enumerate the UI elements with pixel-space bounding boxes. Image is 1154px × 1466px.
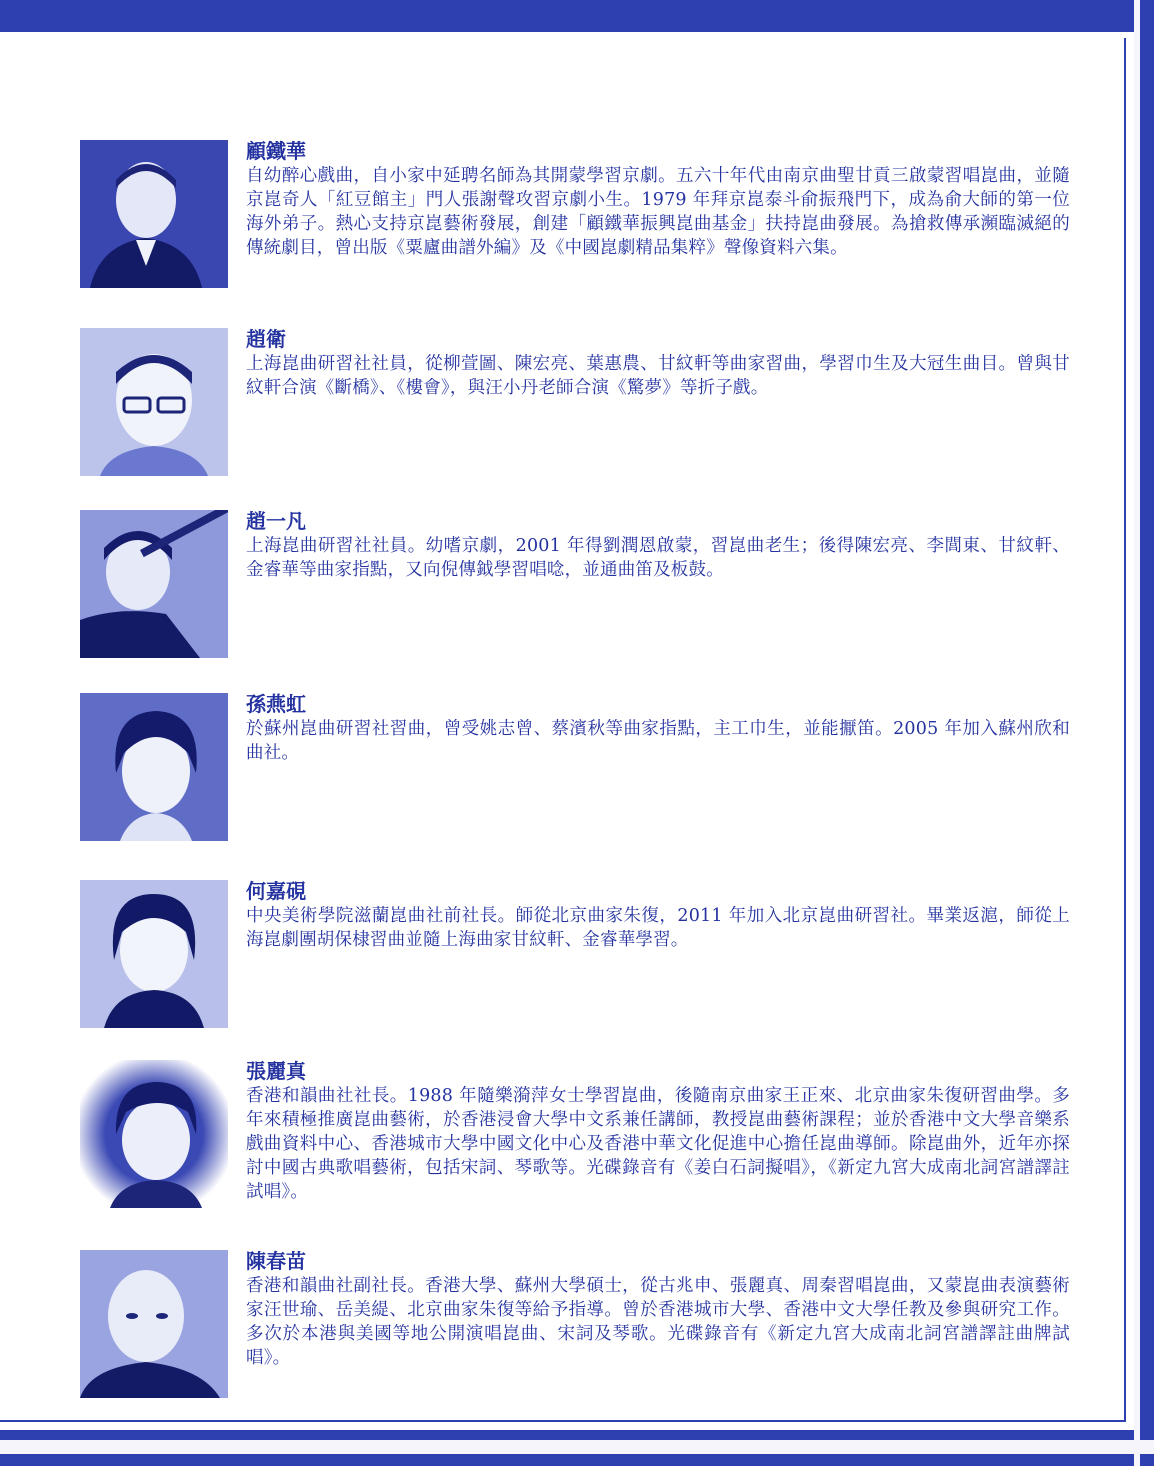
right-border-gap bbox=[1134, 0, 1140, 1466]
woman-portrait-icon bbox=[80, 693, 228, 841]
person-name: 趙衛 bbox=[246, 327, 286, 351]
person-bio: 香港和韻曲社社長。1988 年隨樂漪萍女士學習崑曲，後隨南京曲家王正來、北京曲家朱復研習曲學。多年來積極推廣崑曲藝術，於香港浸會大學中文系兼任講師，教授崑曲藝術課程；並於香港中文大學音樂系戲曲資料中心、香港城市大學中國文化中心及香港中華文化促進中心擔任崑曲導師。除崑曲外，近年亦探討中國古典歌唱藝術，包括宋詞、琴歌等。光碟錄音有《姜白石詞擬唱》，《新定九宮大成南北詞宮譜譯註試唱》。 bbox=[246, 1086, 1070, 1202]
person-name: 趙一凡 bbox=[246, 509, 306, 533]
woman-portrait-icon bbox=[80, 880, 228, 1028]
portrait-photo bbox=[80, 693, 228, 841]
person-name: 張麗真 bbox=[246, 1059, 306, 1083]
bald-man-portrait-icon bbox=[80, 1250, 228, 1398]
person-name: 陳春苗 bbox=[246, 1249, 306, 1273]
portrait-photo bbox=[80, 140, 228, 288]
portrait-photo bbox=[80, 510, 228, 658]
man-with-glasses-portrait-icon bbox=[80, 328, 228, 476]
bottom-border-gap bbox=[0, 1440, 1154, 1454]
person-bio: 自幼醉心戲曲，自小家中延聘名師為其開蒙學習京劇。五六十年代由南京曲聖甘貢三啟蒙習唱崑曲，並隨京崑奇人「紅豆館主」門人張謝聲攻習京劇小生。1979 年拜京崑泰斗俞振飛門下，成為俞大師的第一位海外弟子。熱心支持京崑藝術發展，創建「顧鐵華振興崑曲基金」扶持崑曲發展。為搶救傳承瀕臨滅絕的傳統劇目，曾出版《粟廬曲譜外編》及《中國崑劇精品集粹》聲像資料六集。 bbox=[246, 166, 1070, 258]
person-bio: 上海崑曲研習社社員。幼嗜京劇，2001 年得劉潤恩啟蒙，習崑曲老生；後得陳宏亮、李閭東、甘紋軒、金睿華等曲家指點，又向倪傳鉞學習唱唸，並通曲笛及板鼓。 bbox=[246, 536, 1070, 580]
woman-portrait-icon bbox=[80, 1060, 228, 1208]
portrait-photo bbox=[80, 328, 228, 476]
portrait-photo bbox=[80, 880, 228, 1028]
person-name: 何嘉硯 bbox=[246, 879, 306, 903]
person-name: 顧鐵華 bbox=[246, 139, 306, 163]
portrait-photo bbox=[80, 1060, 228, 1208]
person-bio: 上海崑曲研習社社員，從柳萱圖、陳宏亮、葉惠農、甘紋軒等曲家習曲，學習巾生及大冠生曲目。曾與甘紋軒合演《斷橋》、《樓會》，與汪小丹老師合演《驚夢》等折子戲。 bbox=[246, 354, 1070, 398]
person-bio: 中央美術學院滋蘭崑曲社前社長。師從北京曲家朱復，2011 年加入北京崑曲研習社。畢業返滬，師從上海崑劇團胡保棣習曲並隨上海曲家甘紋軒、金睿華學習。 bbox=[246, 906, 1070, 950]
person-bio: 香港和韻曲社副社長。香港大學、蘇州大學碩士，從古兆申、張麗真、周秦習唱崑曲，又蒙崑曲表演藝術家汪世瑜、岳美緹、北京曲家朱復等給予指導。曾於香港城市大學、香港中文大學任教及參與研究工作。多次於本港與美國等地公開演唱崑曲、宋詞及琴歌。光碟錄音有《新定九宮大成南北詞宮譜譯註曲牌試唱》。 bbox=[246, 1276, 1070, 1368]
person-bio: 於蘇州崑曲研習社習曲，曾受姚志曾、蔡濱秋等曲家指點，主工巾生，並能擫笛。2005 年加入蘇州欣和曲社。 bbox=[246, 719, 1070, 763]
portrait-photo bbox=[80, 1250, 228, 1398]
musician-portrait-icon bbox=[80, 510, 228, 658]
man-portrait-icon bbox=[80, 140, 228, 288]
person-name: 孫燕虹 bbox=[246, 692, 306, 716]
